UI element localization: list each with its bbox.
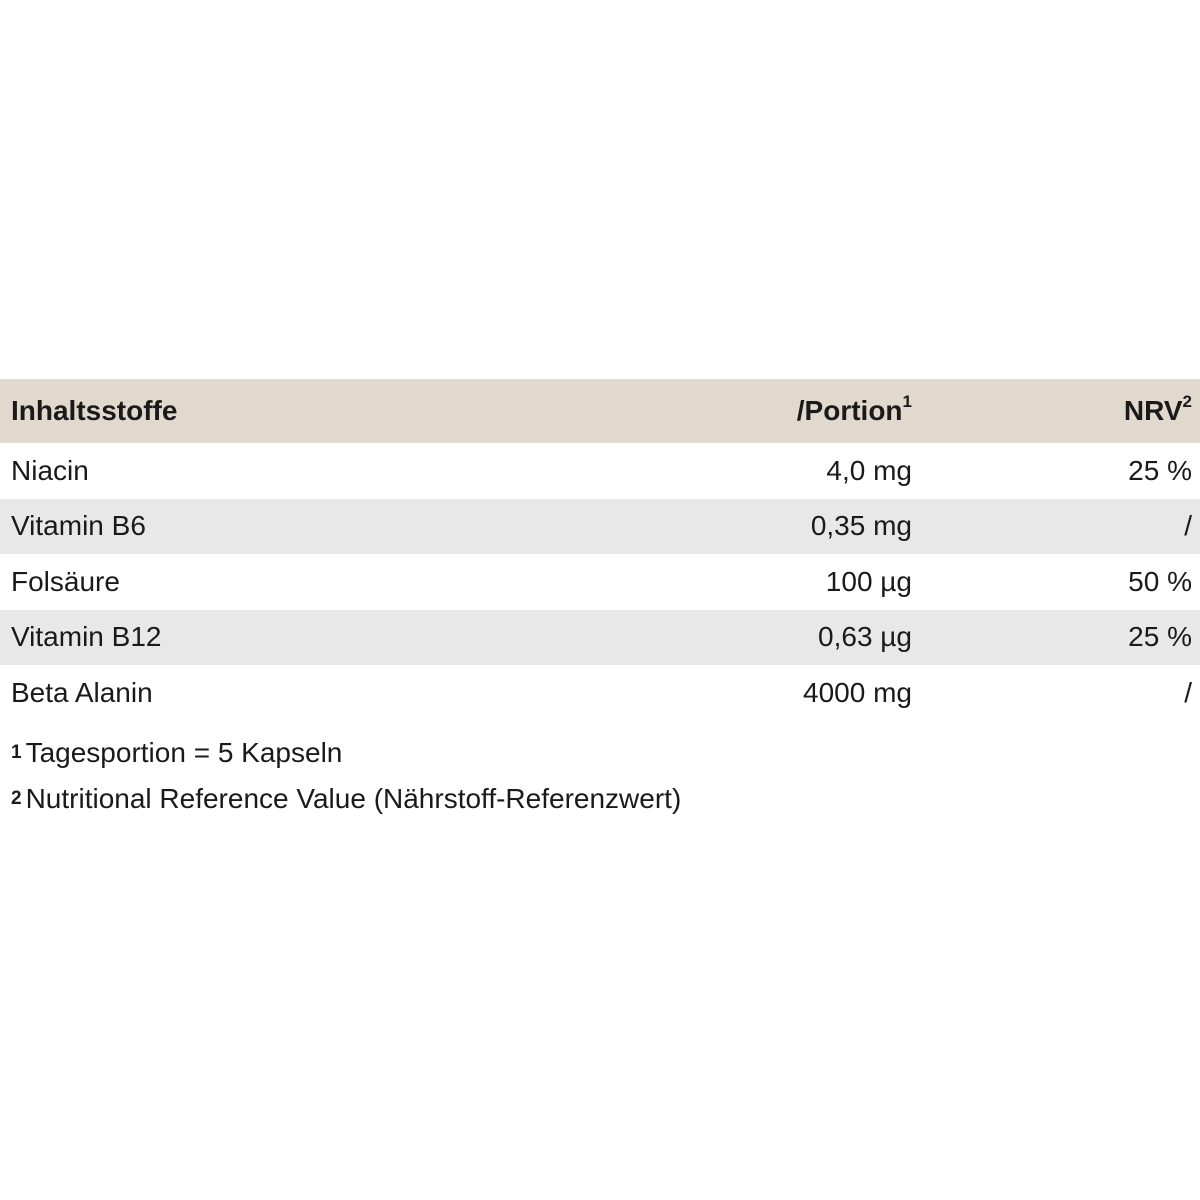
footnote-text: Tagesportion = 5 Kapseln — [25, 737, 343, 768]
nrv-value: / — [1184, 510, 1192, 542]
ingredient-name: Folsäure — [11, 565, 120, 597]
table-row — [0, 610, 1200, 666]
portion-amount: 4000 mg — [803, 676, 912, 708]
header-ingredients: Inhaltsstoffe — [11, 395, 178, 426]
footnote-text: Nutritional Reference Value (Nährstoff-Referenzwert) — [25, 783, 682, 814]
nrv-value: / — [1184, 676, 1192, 708]
portion-amount: 0,63 µg — [818, 621, 912, 653]
nrv-value: 50 % — [1128, 565, 1192, 597]
ingredient-name: Vitamin B6 — [11, 510, 146, 542]
portion-amount: 4,0 mg — [826, 454, 912, 486]
header-nrv: NRV$^2$ — [1123, 392, 1192, 426]
header-portion: /Portion$^1$ — [796, 392, 912, 426]
footnote: 2 Nutritional Reference Value (Nährstoff-Referenzwert) — [11, 783, 682, 814]
ingredient-name: Niacin — [11, 454, 89, 486]
footnotes — [11, 730, 681, 822]
footnote-marker: 1 — [902, 392, 912, 411]
portion-amount: 100 µg — [825, 565, 912, 597]
table-row — [0, 499, 1200, 555]
footnote: 1 Tagesportion = 5 Kapseln — [11, 737, 343, 768]
footnote-marker: 2 — [1182, 392, 1192, 411]
table-header-row — [0, 379, 1200, 443]
table-row — [0, 554, 1200, 610]
ingredient-name: Beta Alanin — [11, 676, 153, 708]
nutrition-table — [0, 379, 1200, 721]
table-row — [0, 443, 1200, 499]
table-row — [0, 665, 1200, 721]
ingredient-name: Vitamin B12 — [11, 621, 162, 653]
nrv-value: 25 % — [1128, 454, 1192, 486]
portion-amount: 0,35 mg — [810, 510, 912, 542]
nrv-value: 25 % — [1128, 621, 1192, 653]
